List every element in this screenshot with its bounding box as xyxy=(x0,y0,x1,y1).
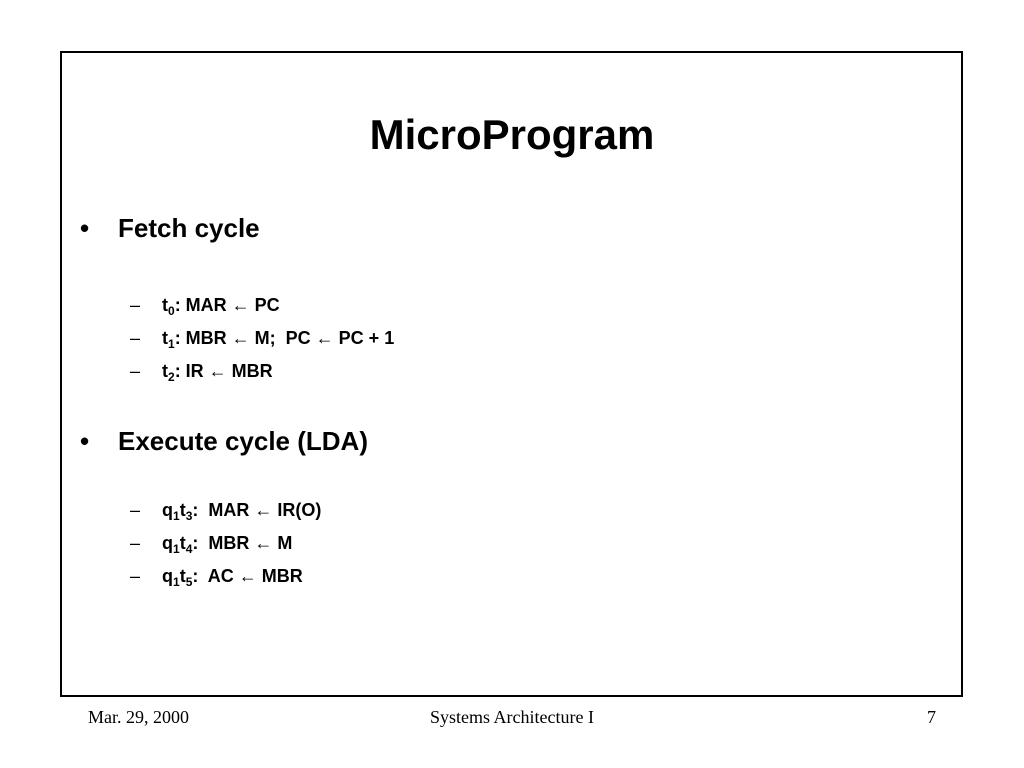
bullet-label: Fetch cycle xyxy=(118,213,260,243)
dash: – xyxy=(130,533,141,553)
footer-course: Systems Architecture I xyxy=(430,707,594,727)
slide-title: MicroProgram xyxy=(369,111,655,158)
bullet-dot: • xyxy=(80,426,90,456)
bullet-label: Execute cycle (LDA) xyxy=(118,426,368,456)
footer-date: Mar. 29, 2000 xyxy=(88,707,189,727)
dash: – xyxy=(130,500,141,520)
dash: – xyxy=(130,328,141,348)
dash: – xyxy=(130,295,141,315)
bullet-dot: • xyxy=(80,213,90,243)
dash: – xyxy=(130,566,141,586)
dash: – xyxy=(130,361,141,381)
footer-page-number: 7 xyxy=(927,707,936,727)
